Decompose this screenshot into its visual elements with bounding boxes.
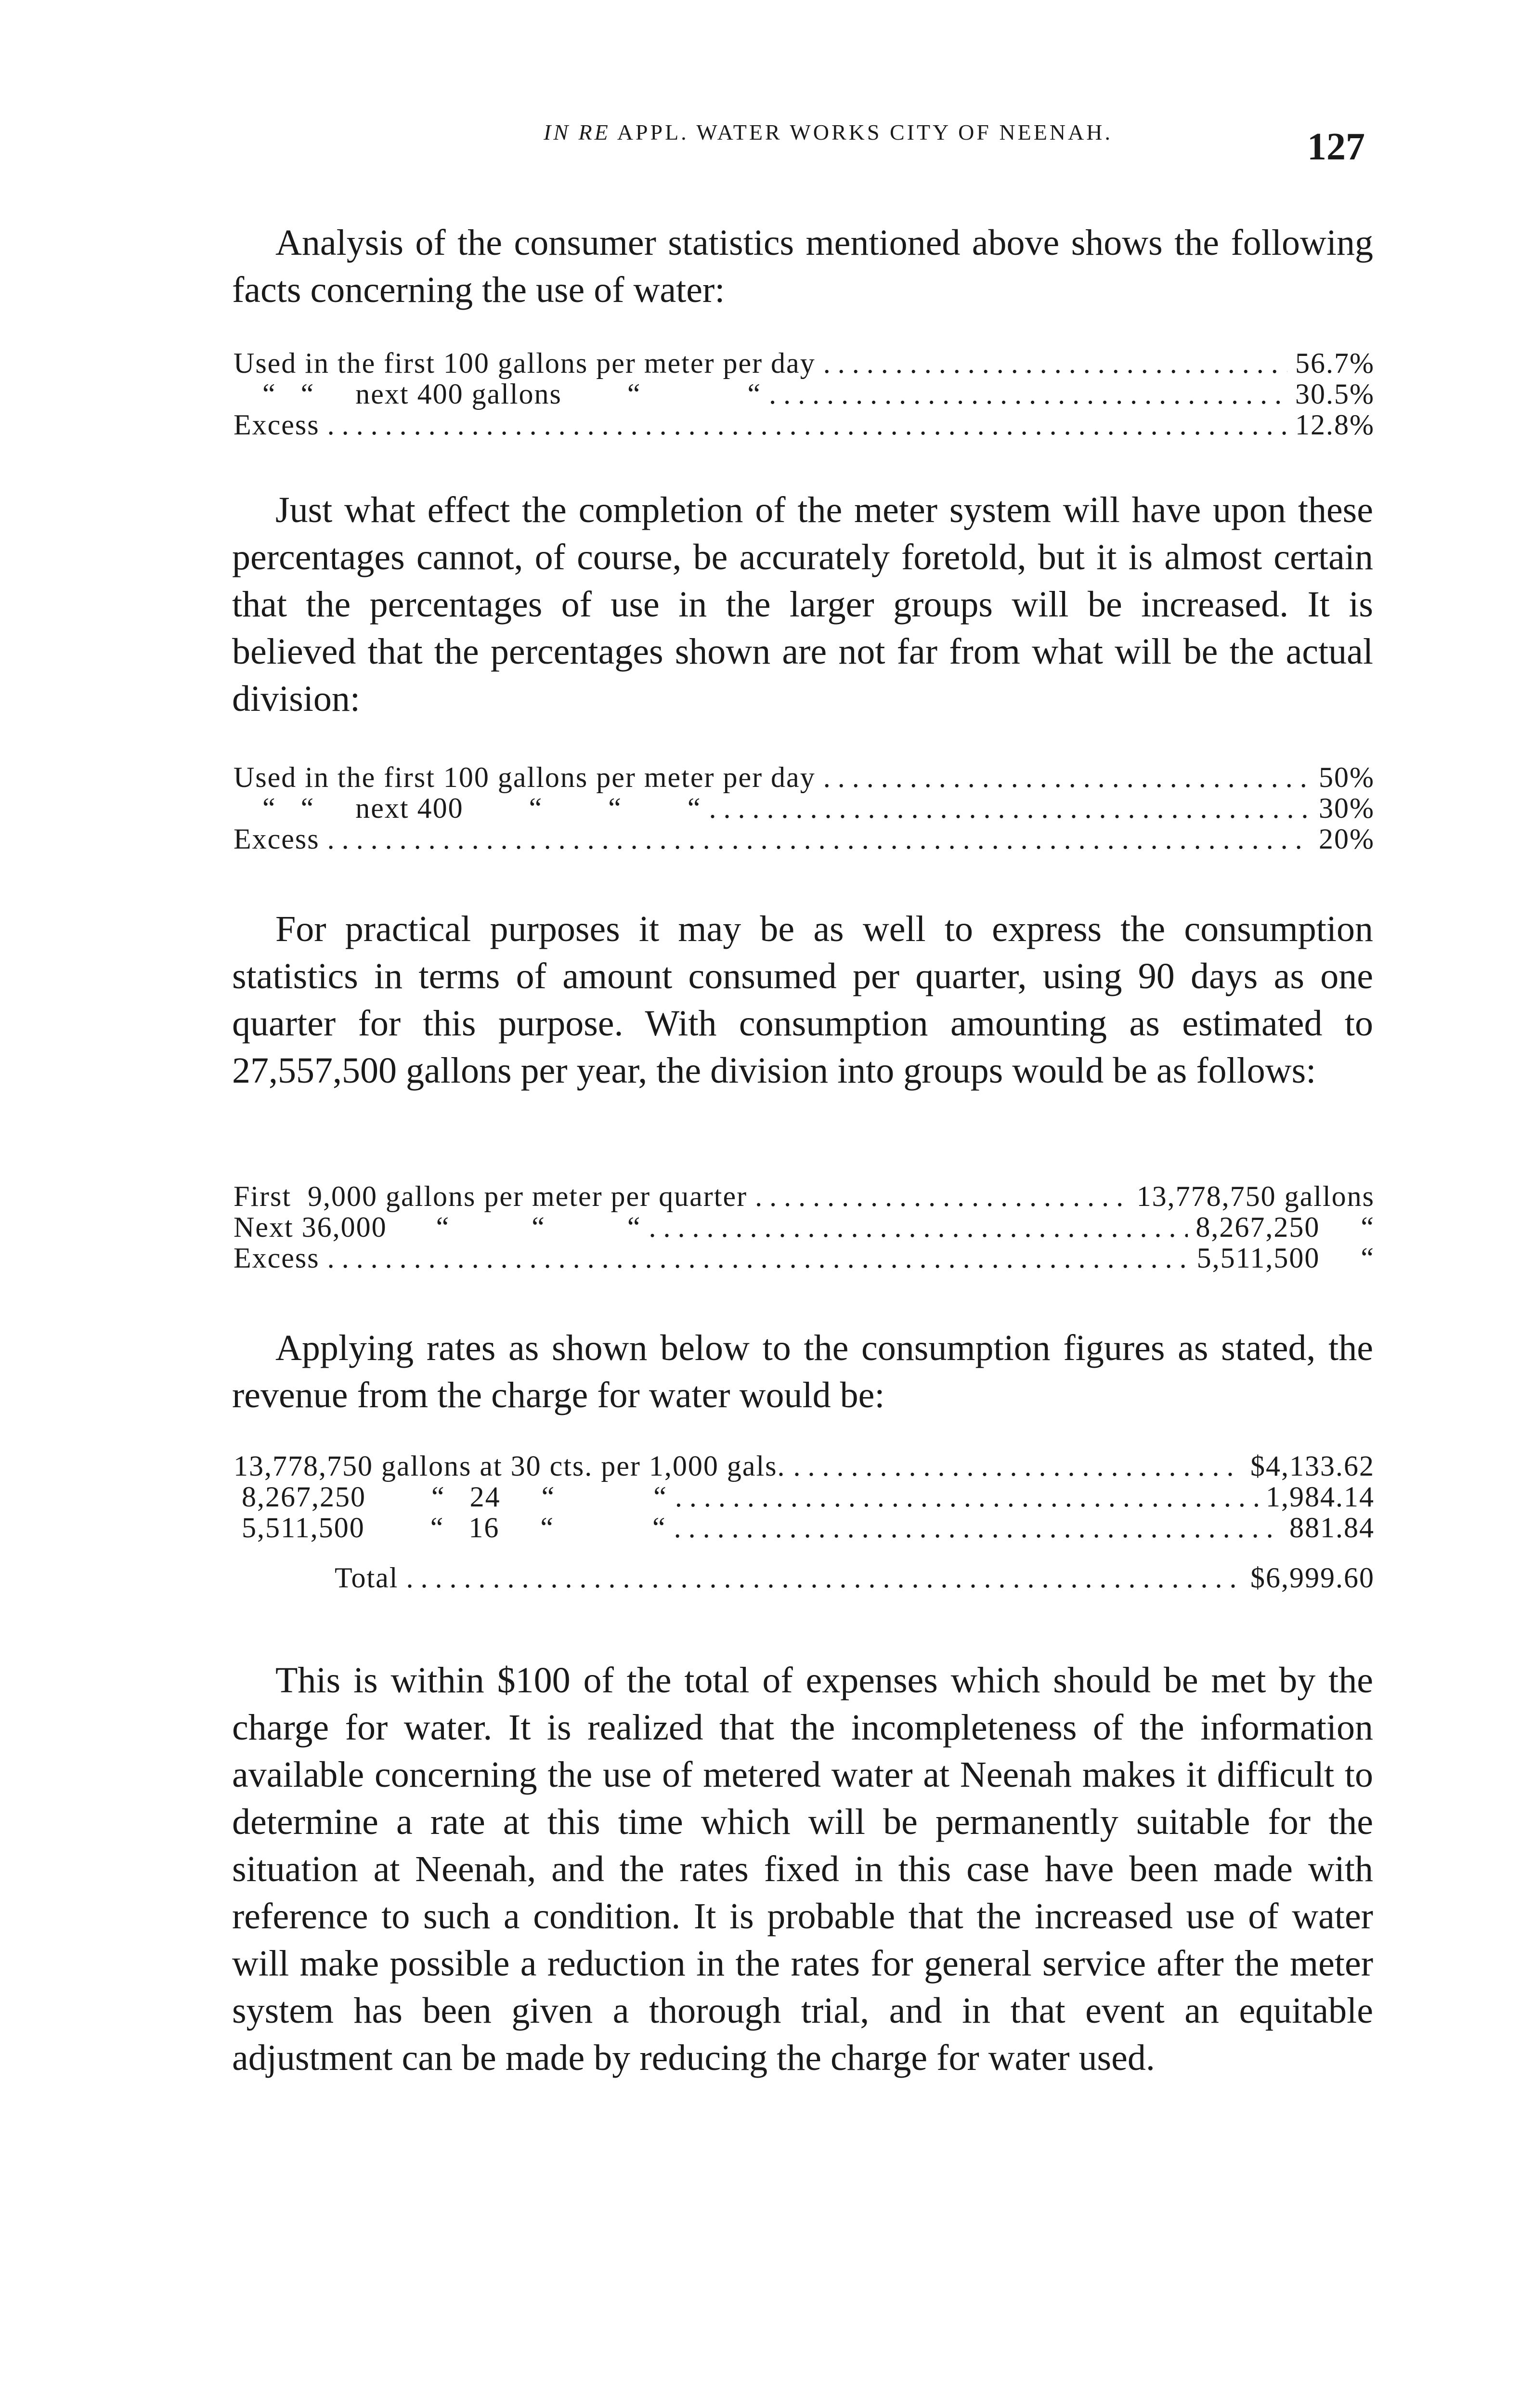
paragraph-conclusion: This is within $100 of the total of expenses which should be met by the charge for water. It is realized that the incompleteness of the information available concerning the use of metered water at Neenah makes it difficult to determine a rate at this time which will be permanently suitable for the situation at Neenah, and the rates fixed in this case have been made with reference to such a condition. It is probable that the increased use of water will make possible a reduction in the rates for general service after the meter system has been given a thorough trial, and in that event an equitable adjustment can be made by reducing the charge for water used. bbox=[232, 1660, 1373, 2078]
table-quarterly-groups bbox=[234, 1180, 1375, 1272]
total-value: $6,999.60 bbox=[1250, 1562, 1375, 1594]
row-label: 5,511,500 “ 16 “ “ bbox=[234, 1512, 666, 1544]
row-value: 30% bbox=[1319, 792, 1375, 824]
row-value: 1,984.14 bbox=[1266, 1481, 1375, 1513]
running-header-italic: IN RE bbox=[544, 120, 611, 144]
page-number: 127 bbox=[1307, 126, 1365, 168]
table-row bbox=[234, 408, 1375, 439]
table-row bbox=[234, 347, 1375, 378]
dot-leader bbox=[327, 408, 1287, 442]
dot-leader bbox=[769, 378, 1287, 411]
row-label: First 9,000 gallons per meter per quarter bbox=[234, 1180, 748, 1212]
dot-leader bbox=[675, 1480, 1258, 1514]
table-revenue bbox=[234, 1450, 1375, 1592]
dot-leader bbox=[793, 1450, 1243, 1483]
row-value: 13,778,750 gallons bbox=[1136, 1180, 1375, 1212]
dot-leader bbox=[823, 347, 1287, 380]
row-label: “ “ next 400 gallons “ “ bbox=[262, 378, 762, 410]
row-label: Used in the first 100 gallons per meter per day bbox=[234, 761, 816, 793]
paragraph-analysis: Analysis of the consumer statistics mentioned above shows the following facts concerning the use of water: bbox=[232, 222, 1373, 310]
dot-leader bbox=[674, 1511, 1282, 1544]
table-row bbox=[234, 792, 1375, 823]
running-header bbox=[404, 119, 1252, 145]
table-usage-expected bbox=[234, 761, 1375, 853]
table-row bbox=[234, 761, 1375, 792]
paragraph-quarterly: For practical purposes it may be as well to express the consumption statistics in terms of amount consumed per quarter, using 90 days as one quarter for this purpose. With consumption amounting as estimated to 27,557,500 gallons per year, the division into groups would be as follows: bbox=[232, 909, 1373, 1091]
row-value: 20% bbox=[1319, 823, 1375, 855]
row-label: Excess bbox=[234, 409, 320, 441]
table-row bbox=[234, 1242, 1375, 1272]
row-value: 12.8% bbox=[1295, 409, 1375, 441]
table-usage-current bbox=[234, 347, 1375, 439]
row-value: $4,133.62 bbox=[1250, 1450, 1375, 1482]
row-value: 8,267,250 “ bbox=[1195, 1211, 1375, 1243]
row-label: Excess bbox=[234, 1242, 320, 1274]
row-label: Next 36,000 “ “ “ bbox=[234, 1211, 641, 1243]
table-row bbox=[234, 1480, 1375, 1511]
row-label: Excess bbox=[234, 823, 320, 855]
row-label: “ “ next 400 “ “ “ bbox=[262, 792, 702, 824]
paragraph-rates: Applying rates as shown below to the consumption figures as stated, the revenue from the charge for water would be: bbox=[232, 1328, 1373, 1415]
row-value: 5,511,500 “ bbox=[1196, 1242, 1375, 1274]
row-value: 56.7% bbox=[1295, 347, 1375, 379]
dot-leader bbox=[327, 823, 1311, 856]
dot-leader bbox=[755, 1180, 1129, 1213]
total-label: Total bbox=[335, 1562, 399, 1594]
dot-leader bbox=[406, 1561, 1243, 1595]
row-value: 881.84 bbox=[1289, 1512, 1375, 1544]
dot-leader bbox=[649, 1211, 1188, 1244]
dot-leader bbox=[823, 761, 1311, 794]
paragraph-effect: Just what effect the completion of the meter system will have upon these percentages cannot, of course, be accurately foretold, but it is almost certain that the percentages of use in the larger groups will be increased. It is believed that the percentages shown are not far from what will be the actual division: bbox=[232, 490, 1373, 719]
table-row bbox=[234, 823, 1375, 853]
table-row bbox=[234, 1180, 1375, 1211]
row-label: 13,778,750 gallons at 30 cts. per 1,000 gals. bbox=[234, 1450, 786, 1482]
table-row bbox=[234, 378, 1375, 408]
row-value: 30.5% bbox=[1295, 378, 1375, 410]
row-label: Used in the first 100 gallons per meter per day bbox=[234, 347, 816, 379]
row-label: 8,267,250 “ 24 “ “ bbox=[234, 1481, 667, 1513]
table-row bbox=[234, 1211, 1375, 1242]
dot-leader bbox=[327, 1242, 1189, 1275]
table-row bbox=[234, 1511, 1375, 1542]
dot-leader bbox=[709, 792, 1311, 825]
table-row bbox=[234, 1450, 1375, 1480]
running-header-text: APPL. WATER WORKS CITY OF NEENAH. bbox=[610, 120, 1113, 144]
row-value: 50% bbox=[1319, 761, 1375, 793]
table-total-row bbox=[234, 1561, 1375, 1592]
